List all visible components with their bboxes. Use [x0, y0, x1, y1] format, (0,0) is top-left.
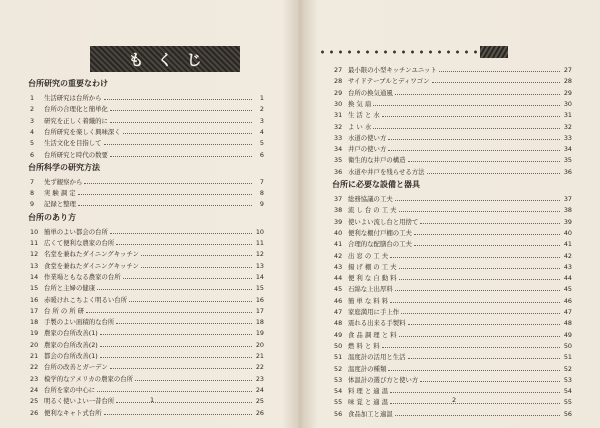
toc-entry — [334, 385, 572, 395]
toc-entry-page: 31 — [563, 111, 572, 120]
toc-entry-page: 33 — [563, 133, 572, 142]
toc-entry-label: 流 し 台 の 工 夫 — [348, 206, 397, 215]
toc-entry-number: 16 — [30, 295, 39, 304]
leader-dots — [390, 257, 560, 258]
toc-entry-number: 17 — [30, 306, 39, 315]
leader-dots — [382, 116, 560, 117]
toc-entry-page: 24 — [255, 385, 264, 394]
toc-entry-page: 53 — [563, 375, 572, 384]
toc-entry-page: 50 — [563, 341, 572, 350]
toc-entry — [334, 317, 572, 327]
toc-entry-number: 50 — [334, 341, 343, 350]
toc-entry — [334, 295, 572, 305]
title-char: く — [157, 50, 173, 69]
leader-dots — [388, 139, 560, 140]
leader-dots — [110, 156, 252, 157]
toc-entry — [334, 98, 572, 108]
toc-entry-label: 味 覚 と 適 温 — [348, 398, 389, 407]
toc-entry-label: 手製のよい面積的な台所 — [44, 318, 115, 327]
leader-dots — [432, 82, 560, 83]
leader-dots — [390, 403, 560, 404]
title-char: も — [128, 50, 144, 69]
leader-dots — [116, 402, 252, 403]
toc-entry — [334, 363, 572, 373]
toc-entry — [334, 216, 572, 226]
toc-entry-number: 53 — [334, 375, 343, 384]
toc-entry-label: 台所研究と時代の数要 — [44, 150, 108, 159]
toc-entry-number: 27 — [334, 66, 343, 74]
toc-entry — [30, 149, 264, 159]
toc-entry-label: 最小限の小型キッチンユニット — [348, 66, 437, 74]
toc-entry-label: 赤暖けれこちよく明るい台所 — [44, 295, 128, 304]
toc-entry — [334, 143, 572, 153]
leader-dots — [100, 357, 252, 358]
leader-dots — [427, 173, 561, 174]
toc-entry-page: 20 — [255, 340, 264, 349]
toc-entry-label: 体温計の選び方と使い方 — [348, 375, 419, 384]
toc-entry-page: 37 — [563, 195, 572, 203]
leader-dots — [78, 205, 252, 206]
leader-dots — [110, 110, 252, 111]
toc-entry-label: 便利なキャト式台所 — [44, 408, 102, 417]
toc-entry — [30, 339, 264, 349]
toc-entry-number: 13 — [30, 261, 39, 270]
toc-entry-label: 台所の換気通風 — [348, 88, 393, 97]
toc-entry-number: 47 — [334, 308, 343, 316]
toc-entry — [334, 204, 572, 214]
toc-entry-label: 記録と整理 — [44, 200, 76, 209]
toc-entry-page: 13 — [255, 261, 264, 270]
leader-dots — [86, 312, 252, 313]
leader-dots — [100, 334, 252, 335]
toc-entry-page: 44 — [563, 274, 572, 283]
toc-entry-label: 食 品 調 理 と 料 — [348, 330, 397, 339]
leader-dots — [141, 267, 252, 268]
toc-entry — [334, 121, 572, 131]
leader-dots — [110, 122, 252, 123]
toc-entry — [334, 283, 572, 293]
leader-dots — [373, 105, 560, 106]
decorative-ornament-icon — [480, 46, 508, 58]
toc-entry-page: 10 — [255, 227, 264, 236]
toc-entry-number: 15 — [30, 284, 39, 293]
leader-dots — [395, 94, 560, 95]
leader-dots — [414, 234, 560, 235]
contents-title-banner — [90, 46, 240, 72]
toc-entry-number: 38 — [334, 206, 343, 215]
leader-dots — [100, 346, 252, 347]
leader-dots — [104, 414, 252, 415]
leader-dots — [399, 336, 560, 337]
toc-entry — [334, 374, 572, 384]
toc-entry-number: 37 — [334, 195, 343, 203]
leader-dots — [78, 194, 252, 195]
toc-entry — [30, 373, 264, 383]
toc-entry-page: 5 — [259, 139, 264, 148]
toc-entry-label: 温度計の活用と生活 — [348, 353, 406, 362]
toc-entry-number: 7 — [30, 177, 35, 186]
toc-entry — [30, 384, 264, 394]
leader-dots — [104, 144, 252, 145]
toc-entry-label: 模学的なアメリカの農家の台所 — [44, 374, 134, 383]
toc-entry-page: 28 — [563, 77, 572, 86]
leader-dots — [439, 71, 560, 72]
toc-entry — [30, 350, 264, 360]
toc-entry-number: 54 — [334, 387, 343, 396]
section-heading: 台所科学の研究方法 — [28, 162, 100, 172]
toc-entry-page: 30 — [563, 99, 572, 108]
toc-entry-page: 46 — [563, 296, 572, 305]
toc-entry-number: 42 — [334, 251, 343, 260]
toc-entry — [334, 154, 572, 164]
toc-entry-page: 42 — [563, 251, 572, 260]
leader-dots — [84, 183, 252, 184]
page-number-left: 1 — [150, 396, 155, 404]
toc-entry-number: 11 — [30, 239, 39, 247]
toc-entry — [30, 282, 264, 292]
toc-entry-page: 12 — [255, 250, 264, 259]
toc-entry-label: 井戸の使い方 — [348, 145, 387, 154]
toc-entry-label: 水道の使い方 — [348, 133, 387, 142]
section-heading: 台所に必要な設備と器具 — [332, 180, 420, 189]
left-page — [0, 0, 296, 428]
toc-entry-label: 燃 料 と 料 — [348, 341, 380, 350]
toc-entry-label: 出 窓 の 工 夫 — [348, 251, 389, 260]
leader-dots — [399, 279, 560, 280]
toc-entry — [30, 226, 264, 236]
toc-entry — [30, 187, 264, 197]
toc-entry-page: 11 — [255, 239, 264, 247]
leader-dots — [395, 290, 560, 291]
toc-entry-page: 52 — [563, 364, 572, 373]
toc-entry-label: よ い 水 — [348, 122, 372, 131]
toc-entry-number: 22 — [30, 363, 39, 372]
toc-entry-page: 17 — [255, 306, 264, 315]
toc-entry-page: 2 — [259, 105, 264, 114]
toc-entry — [30, 361, 264, 371]
toc-entry-page: 23 — [255, 374, 264, 383]
toc-entry — [334, 306, 572, 316]
toc-entry-number: 12 — [30, 250, 39, 259]
toc-entry-label: 生活研究は台所から — [44, 94, 102, 102]
toc-entry-page: 27 — [563, 66, 572, 74]
toc-entry-number: 46 — [334, 296, 343, 305]
section-heading: 台所のあり方 — [28, 212, 76, 222]
toc-entry-number: 26 — [30, 408, 39, 417]
toc-entry — [334, 272, 572, 282]
toc-entry-page: 45 — [563, 285, 572, 294]
toc-entry-number: 6 — [30, 150, 35, 159]
toc-entry-number: 2 — [30, 105, 35, 114]
leader-dots — [399, 211, 560, 212]
toc-entry-number: 4 — [30, 127, 35, 136]
toc-entry-page: 39 — [563, 217, 572, 226]
leader-dots — [414, 245, 560, 246]
toc-entry-label: 台所の合理化と簡単化 — [44, 105, 108, 114]
section-heading: 台所研究の重要なわけ — [28, 79, 108, 88]
toc-entry-number: 9 — [30, 200, 35, 209]
toc-entry-page: 18 — [255, 318, 264, 327]
toc-entry — [30, 92, 264, 102]
toc-entry-page: 1 — [259, 94, 264, 102]
toc-entry-page: 9 — [259, 200, 264, 209]
toc-entry — [334, 132, 572, 142]
toc-entry-number: 18 — [30, 318, 39, 327]
toc-entry — [30, 198, 264, 208]
toc-entry-label: 実 験 調 定 — [44, 189, 76, 198]
right-page — [304, 0, 600, 428]
toc-entry-label: 台所と主婦の健康 — [44, 284, 96, 293]
toc-entry-number: 45 — [334, 285, 343, 294]
toc-entry — [334, 227, 572, 237]
toc-entry-number: 34 — [334, 145, 343, 154]
toc-entry-page: 35 — [563, 156, 572, 165]
leader-dots — [388, 150, 560, 151]
toc-entry — [30, 237, 264, 247]
toc-entry-number: 3 — [30, 116, 35, 125]
toc-entry-number: 24 — [30, 385, 39, 394]
toc-entry-number: 52 — [334, 364, 343, 373]
toc-entry-label: 台 所 の 所 研 — [44, 306, 85, 315]
toc-entry-label: 研究を正しく着織的に — [44, 116, 108, 125]
leader-dots — [388, 370, 560, 371]
toc-entry — [30, 248, 264, 258]
toc-entry-page: 4 — [259, 127, 264, 136]
toc-entry-label: 先ず観察から — [44, 177, 83, 186]
leader-dots — [382, 347, 560, 348]
toc-entry — [334, 340, 572, 350]
toc-entry-number: 14 — [30, 272, 39, 281]
toc-entry-label: サイドテーブルとディワゴン — [348, 77, 430, 86]
leader-dots — [420, 381, 560, 382]
toc-entry — [30, 316, 264, 326]
toc-entry-number: 56 — [334, 409, 343, 418]
toc-entry-page: 26 — [255, 408, 264, 417]
toc-entry-label: 便 利 な 自 動 料 — [348, 274, 397, 283]
toc-entry-number: 49 — [334, 330, 343, 339]
toc-entry-label: 都会の台所改善(1) — [44, 352, 98, 360]
toc-entry-label: 食品加工と適温 — [348, 409, 393, 418]
toc-entry-number: 41 — [334, 240, 343, 249]
leader-dots — [104, 99, 252, 100]
toc-entry-number: 31 — [334, 111, 343, 120]
toc-entry-page: 34 — [563, 145, 572, 154]
toc-entry-page: 19 — [255, 329, 264, 338]
title-char: じ — [186, 50, 202, 69]
leader-dots — [420, 223, 560, 224]
toc-entry-page: 25 — [255, 397, 264, 406]
toc-entry-number: 29 — [334, 88, 343, 97]
toc-entry-label: 換 気 扇 — [348, 99, 372, 108]
toc-entry-number: 1 — [30, 94, 35, 102]
leader-dots — [135, 380, 252, 381]
toc-entry — [30, 395, 264, 405]
leader-dots — [401, 313, 560, 314]
toc-entry — [334, 193, 572, 203]
toc-entry-page: 47 — [563, 308, 572, 316]
toc-entry-number: 32 — [334, 122, 343, 131]
toc-entry-label: 震れる出来る手製料 — [348, 319, 406, 328]
leader-dots — [395, 200, 560, 201]
toc-entry-page: 36 — [563, 167, 572, 176]
toc-entry-number: 51 — [334, 353, 343, 362]
toc-entry-label: 便利な棚付戸棚の工夫 — [348, 228, 412, 237]
toc-entry-page: 54 — [563, 387, 572, 396]
toc-entry-page: 40 — [563, 228, 572, 237]
toc-entry-page: 41 — [563, 240, 572, 249]
toc-entry — [30, 115, 264, 125]
toc-entry-label: 農家の台所改善(2) — [44, 340, 98, 349]
page-number-right: 2 — [452, 396, 457, 404]
toc-entry — [30, 103, 264, 113]
toc-entry-page: 29 — [563, 88, 572, 97]
toc-entry-label: 料 理 と 適 温 — [348, 387, 389, 396]
toc-entry — [30, 260, 264, 270]
leader-dots — [123, 133, 252, 134]
toc-entry — [30, 137, 264, 147]
toc-entry-page: 8 — [259, 189, 264, 198]
toc-entry-label: 食堂を兼ねたダイニングキッチン — [44, 261, 139, 270]
toc-entry-page: 21 — [255, 352, 264, 360]
toc-entry-label: 衛生的な井戸の構造 — [348, 156, 406, 165]
toc-entry-label: 総務協議の工夫 — [348, 195, 393, 203]
leader-dots — [110, 368, 252, 369]
leader-dots — [390, 392, 560, 393]
toc-entry — [334, 64, 572, 74]
toc-entry-label: 揚 げ 棚 の 工 夫 — [348, 262, 397, 271]
leader-dots — [408, 324, 560, 325]
toc-entry-label: 台所の改善とガーデン — [44, 363, 108, 372]
toc-entry-number: 39 — [334, 217, 343, 226]
toc-entry-label: 生活文化を目指して — [44, 139, 102, 148]
leader-dots — [141, 255, 252, 256]
toc-entry-page: 48 — [563, 319, 572, 328]
toc-entry — [334, 87, 572, 97]
toc-entry-number: 5 — [30, 139, 35, 148]
toc-entry-number: 23 — [30, 374, 39, 383]
toc-entry — [30, 305, 264, 315]
toc-entry — [334, 75, 572, 85]
toc-entry-page: 15 — [255, 284, 264, 293]
toc-entry-page: 43 — [563, 262, 572, 271]
toc-entry — [334, 408, 572, 418]
toc-entry-label: 石綿な上出厚料 — [348, 285, 393, 294]
leader-dots — [97, 289, 252, 290]
leader-dots — [123, 278, 252, 279]
toc-entry-label: 家庭満用に手上作 — [348, 308, 400, 316]
toc-entry — [334, 329, 572, 339]
leader-dots — [110, 233, 252, 234]
leader-dots — [116, 244, 252, 245]
toc-entry — [30, 294, 264, 304]
toc-entry-number: 28 — [334, 77, 343, 86]
toc-entry-label: 使いよい流し台と用捨て — [348, 217, 419, 226]
toc-entry-page: 6 — [259, 150, 264, 159]
toc-entry-label: 台所を家の中心に — [44, 385, 96, 394]
toc-entry-page: 7 — [259, 177, 264, 186]
toc-entry-page: 55 — [563, 398, 572, 407]
toc-entry-number: 10 — [30, 227, 39, 236]
toc-entry-number: 35 — [334, 156, 343, 165]
toc-entry-page: 32 — [563, 122, 572, 131]
toc-entry — [334, 250, 572, 260]
toc-entry-page: 22 — [255, 363, 264, 372]
toc-entry-number: 20 — [30, 340, 39, 349]
toc-entry — [30, 126, 264, 136]
leader-dots — [390, 302, 560, 303]
toc-entry — [334, 261, 572, 271]
toc-entry — [30, 407, 264, 417]
toc-entry-number: 19 — [30, 329, 39, 338]
toc-entry-label: 広くて便利な農家の台所 — [44, 239, 115, 247]
leader-dots — [408, 161, 560, 162]
leader-dots — [395, 415, 560, 416]
leader-dots — [129, 301, 252, 302]
toc-entry-page: 56 — [563, 409, 572, 418]
toc-entry-page: 51 — [563, 353, 572, 362]
toc-entry-number: 48 — [334, 319, 343, 328]
toc-entry-number: 43 — [334, 262, 343, 271]
toc-entry-number: 30 — [334, 99, 343, 108]
leader-dots — [373, 128, 560, 129]
toc-entry-number: 21 — [30, 352, 39, 360]
toc-entry — [334, 166, 572, 176]
toc-entry-page: 49 — [563, 330, 572, 339]
toc-entry-page: 38 — [563, 206, 572, 215]
leader-dots — [97, 391, 252, 392]
toc-entry-number: 33 — [334, 133, 343, 142]
toc-entry-number: 44 — [334, 274, 343, 283]
toc-entry-label: 明るく使いよい一昔台所 — [44, 397, 115, 406]
toc-entry-label: 農家の台所改善(1) — [44, 329, 98, 338]
toc-entry-label: 簡 単 な 料 料 — [348, 296, 389, 305]
toc-entry — [334, 238, 572, 248]
toc-entry-label: 簡単のよい都会の台所 — [44, 227, 108, 236]
toc-entry-number: 36 — [334, 167, 343, 176]
toc-entry — [30, 271, 264, 281]
leader-dots — [116, 323, 252, 324]
toc-entry — [30, 176, 264, 186]
toc-entry-number: 55 — [334, 398, 343, 407]
toc-entry-number: 8 — [30, 189, 35, 198]
toc-entry-label: 作業場ともなる農家の台所 — [44, 272, 121, 281]
toc-entry — [334, 109, 572, 119]
toc-entry-page: 14 — [255, 272, 264, 281]
toc-entry — [334, 351, 572, 361]
toc-entry-number: 40 — [334, 228, 343, 237]
toc-entry-label: 合理的な配膳台の工夫 — [348, 240, 412, 249]
toc-entry-label: 温度計の種類 — [348, 364, 387, 373]
toc-entry-label: 名堂を兼ねたダイニングキッチン — [44, 250, 139, 259]
toc-entry — [30, 327, 264, 337]
toc-entry-number: 25 — [30, 397, 39, 406]
toc-entry-label: 台所研究を楽しく興味深く — [44, 127, 121, 136]
toc-entry-label: 水道や井戸を残らせる方法 — [348, 167, 425, 176]
toc-entry-page: 16 — [255, 295, 264, 304]
toc-entry-label: 生 活 と 水 — [348, 111, 380, 120]
leader-dots — [408, 358, 560, 359]
leader-dots — [399, 268, 560, 269]
toc-entry-page: 3 — [259, 116, 264, 125]
